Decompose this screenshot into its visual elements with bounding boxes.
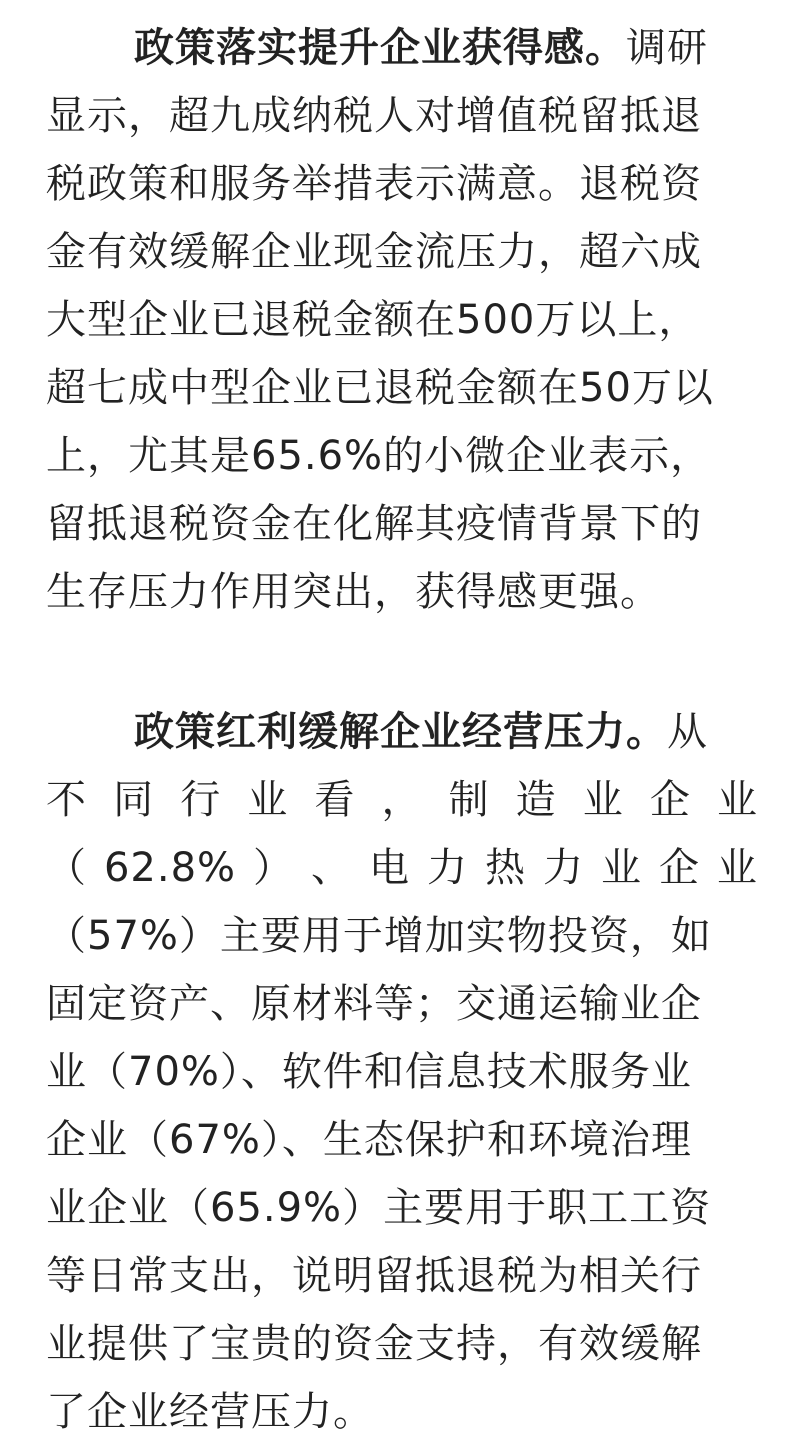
paragraph-line: 业企业（65.9%）主要用于职工工资 — [46, 1185, 712, 1231]
word: 企 — [658, 845, 700, 891]
paragraph-line: 等日常支出，说明留抵退税为相关行 — [46, 1253, 702, 1299]
word: 企 — [649, 777, 691, 823]
word: 电 — [369, 845, 411, 891]
paragraph-line: 固定资产、原材料等；交通运输业企 — [46, 981, 702, 1027]
word: 业 — [247, 777, 289, 823]
paragraph-line: 税政策和服务举措表示满意。退税资 — [46, 161, 702, 207]
paragraph-line — [46, 14, 758, 82]
paragraph-text: 从 — [667, 709, 708, 755]
word: ） — [253, 845, 295, 891]
paragraph-line-justified — [46, 766, 758, 834]
paragraph-line-justified — [46, 834, 758, 902]
word: 、 — [311, 845, 353, 891]
paragraph-line: 业（70%）、软件和信息技术服务业 — [46, 1049, 692, 1095]
word: 不 — [46, 777, 87, 823]
paragraph-line: 上，尤其是65.6%的小微企业表示， — [46, 433, 712, 479]
paragraph-spacer — [46, 626, 758, 698]
paragraph-line: 了企业经营压力。 — [46, 1389, 374, 1435]
paragraph-text: 调研 — [626, 25, 708, 71]
paragraph-lead-heading: 政策红利缓解企业经营压力。 — [134, 709, 667, 755]
word: 业 — [582, 777, 624, 823]
paragraph-line: 企业（67%）、生态保护和环境治理 — [46, 1117, 692, 1163]
word: ， — [381, 777, 423, 823]
word: 力 — [542, 845, 584, 891]
paragraph-policy-implementation — [46, 14, 758, 626]
word: 造 — [515, 777, 557, 823]
word: 业 — [716, 845, 758, 891]
word: 业 — [600, 845, 642, 891]
word: 业 — [716, 777, 758, 823]
word: 62.8% — [103, 845, 237, 891]
word: 热 — [484, 845, 526, 891]
word: 行 — [180, 777, 222, 823]
paragraph-line: 大型企业已退税金额在500万以上， — [46, 297, 700, 343]
paragraph-line: 留抵退税资金在化解其疫情背景下的 — [46, 501, 702, 547]
paragraph-lead-heading: 政策落实提升企业获得感。 — [134, 25, 626, 71]
paragraph-line: 金有效缓解企业现金流压力，超六成 — [46, 229, 702, 275]
word: 同 — [113, 777, 155, 823]
paragraph-line: 生存压力作用突出，获得感更强。 — [46, 569, 661, 615]
paragraph-policy-dividend — [46, 698, 758, 1446]
word: （ — [46, 845, 87, 891]
paragraph-line: （57%）主要用于增加实物投资，如 — [46, 913, 712, 959]
word: 制 — [448, 777, 490, 823]
paragraph-line: 业提供了宝贵的资金支持，有效缓解 — [46, 1321, 702, 1367]
paragraph-line — [46, 698, 758, 766]
word: 看 — [314, 777, 356, 823]
paragraph-line: 超七成中型企业已退税金额在50万以 — [46, 365, 714, 411]
word: 力 — [427, 845, 468, 891]
article-body — [46, 14, 758, 1446]
paragraph-line: 显示，超九成纳税人对增值税留抵退 — [46, 93, 702, 139]
